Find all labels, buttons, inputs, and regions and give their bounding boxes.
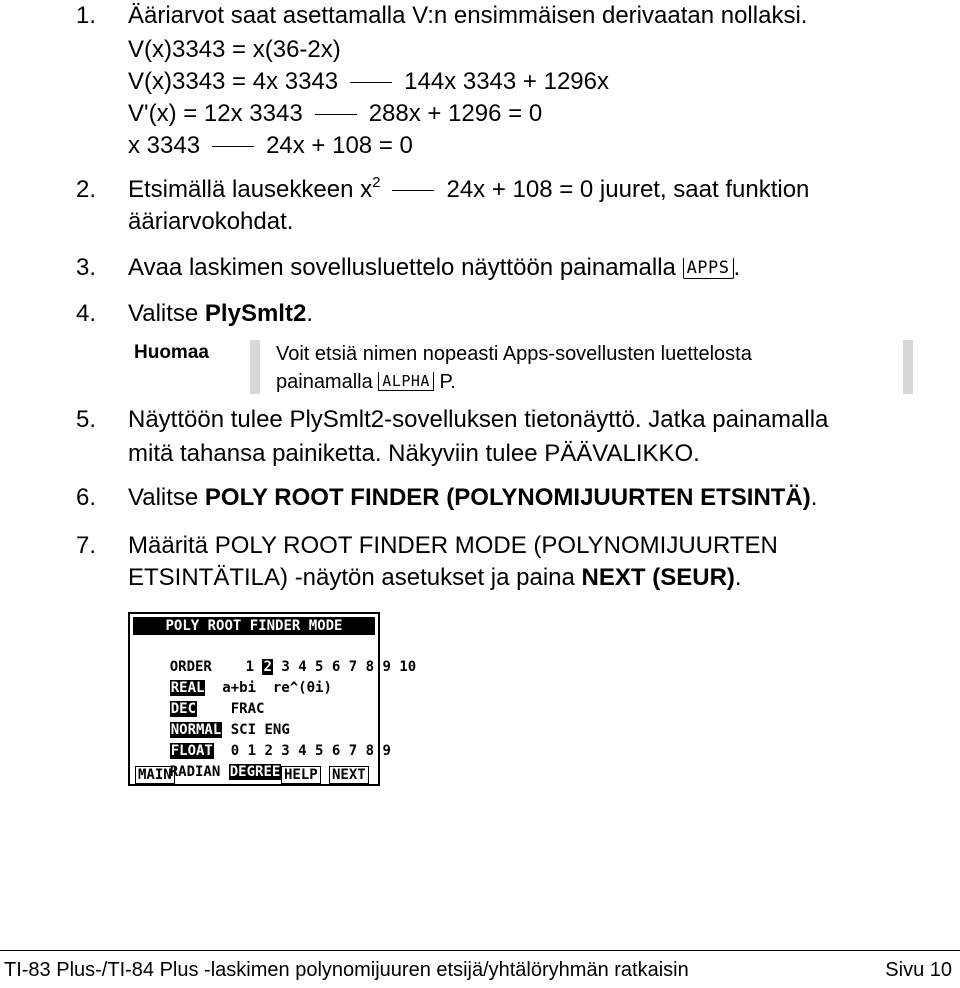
- punctuation: .: [734, 564, 742, 591]
- app-name: PlySmlt2: [204, 300, 307, 327]
- order-row: [136, 640, 417, 675]
- step-text: [128, 564, 742, 592]
- step-text: [128, 176, 809, 204]
- menu-option-name: POLY ROOT FINDER (POLYNOMIJUURTEN ETSINTÄ): [204, 484, 811, 511]
- punctuation: .: [733, 254, 741, 281]
- step-text-part: Valitse: [128, 300, 205, 327]
- key-name: NEXT (SEUR): [581, 564, 735, 591]
- punctuation: .: [306, 300, 313, 327]
- minus-sign: [392, 190, 434, 191]
- note-text-part: painamalla: [276, 371, 373, 393]
- order-options[interactable]: 3 4 5 6 7 8 9 10: [281, 659, 417, 675]
- note-text-part: P.: [439, 371, 456, 393]
- punctuation: .: [810, 484, 818, 511]
- step-text: Määritä POLY ROOT FINDER MODE (POLYNOMIJUURTEN: [128, 532, 778, 559]
- equation: [128, 68, 609, 96]
- float-option-selected[interactable]: FLOAT: [170, 743, 213, 759]
- screen-title: POLY ROOT FINDER MODE: [133, 617, 375, 635]
- step-text-part: Etsimällä lausekkeen x: [128, 176, 373, 203]
- step-text: mitä tahansa painiketta. Näkyviin tulee PÄÄVALIKKO.: [128, 440, 700, 467]
- step-text: Näyttöön tulee PlySmlt2-sovelluksen tietonäyttö. Jatka painamalla: [128, 406, 829, 433]
- step-text-part: Avaa laskimen sovellusluettelo näyttöön painamalla: [128, 254, 676, 281]
- note-bar-left: [250, 340, 260, 394]
- equation-part: 144x 3343 + 1296x: [404, 68, 609, 95]
- footer-divider: [0, 950, 960, 951]
- superscript: 2: [372, 174, 381, 191]
- digit-options[interactable]: 0 1 2 3 4 5 6 7 8 9: [230, 743, 391, 759]
- polar-complex-option[interactable]: re^(θi): [272, 680, 332, 696]
- main-menu-button[interactable]: MAIN: [135, 766, 175, 784]
- step-text: ääriarvokohdat.: [128, 208, 294, 235]
- footer-title: TI-83 Plus-/TI-84 Plus -laskimen polynomijuuren etsijä/yhtälöryhmän ratkaisin: [4, 959, 689, 981]
- equation: [128, 100, 542, 128]
- step-number: 4.: [76, 300, 97, 327]
- step-number: 6.: [76, 484, 97, 511]
- equation-part: 24x + 108 = 0: [266, 132, 413, 159]
- note-line-1: Voit etsiä nimen nopeasti Apps-sovellusten luettelosta: [276, 343, 752, 365]
- order-option-selected[interactable]: 2: [263, 659, 272, 675]
- page-number: Sivu 10: [885, 959, 952, 981]
- float-row: [136, 724, 391, 759]
- complex-row: [136, 661, 332, 696]
- step-text: Ääriarvot saat asettamalla V:n ensimmäisen derivaatan nollaksi.: [128, 2, 808, 29]
- minus-sign: [315, 114, 357, 115]
- notation-row: [136, 703, 290, 738]
- radian-option[interactable]: RADIAN: [169, 764, 221, 780]
- screen-menu-bar: [133, 766, 375, 784]
- note-line-2: [276, 370, 456, 394]
- step-text: [128, 254, 740, 282]
- calculator-screen: [128, 612, 417, 786]
- alpha-key-icon: ALPHA: [378, 372, 434, 391]
- fraction-row: [136, 682, 265, 717]
- step-text-part: ETSINTÄTILA) -näytön asetukset ja paina: [128, 564, 582, 591]
- frac-option[interactable]: FRAC: [230, 701, 265, 717]
- eng-option[interactable]: ENG: [264, 722, 290, 738]
- sci-option[interactable]: SCI: [230, 722, 257, 738]
- step-text: [128, 484, 817, 512]
- equation-part: V'(x) = 12x 3343: [128, 100, 303, 127]
- step-number: 3.: [76, 254, 97, 281]
- apps-key-icon: APPS: [683, 258, 734, 279]
- step-number: 5.: [76, 406, 97, 433]
- equation-part: 288x + 1296 = 0: [368, 100, 543, 127]
- dec-option-selected[interactable]: DEC: [170, 701, 197, 717]
- order-label: ORDER: [169, 659, 212, 675]
- real-option-selected[interactable]: REAL: [170, 680, 205, 696]
- step-number: 7.: [76, 532, 97, 559]
- degree-option-selected[interactable]: DEGREE: [229, 764, 281, 780]
- next-menu-button[interactable]: NEXT: [329, 766, 369, 784]
- minus-sign: [212, 146, 254, 147]
- step-text-part: 24x + 108 = 0 juuret, saat funktion: [446, 176, 810, 203]
- note-bar-right: [903, 340, 913, 394]
- step-text-part: Valitse: [128, 484, 205, 511]
- step-text: [128, 300, 313, 328]
- step-number: 1.: [76, 2, 97, 29]
- minus-sign: [350, 82, 392, 83]
- equation-part: x 3343: [128, 132, 201, 159]
- step-number: 2.: [76, 176, 97, 203]
- equation-part: V(x)3343 = 4x 3343: [128, 68, 339, 95]
- order-option[interactable]: 1: [245, 659, 255, 675]
- normal-option-selected[interactable]: NORMAL: [170, 722, 222, 738]
- equation: [128, 132, 413, 160]
- note-label: Huomaa: [134, 342, 209, 363]
- help-menu-button[interactable]: HELP: [281, 766, 321, 784]
- rect-complex-option[interactable]: a+bi: [222, 680, 257, 696]
- equation: V(x)3343 = x(36-2x): [128, 36, 341, 63]
